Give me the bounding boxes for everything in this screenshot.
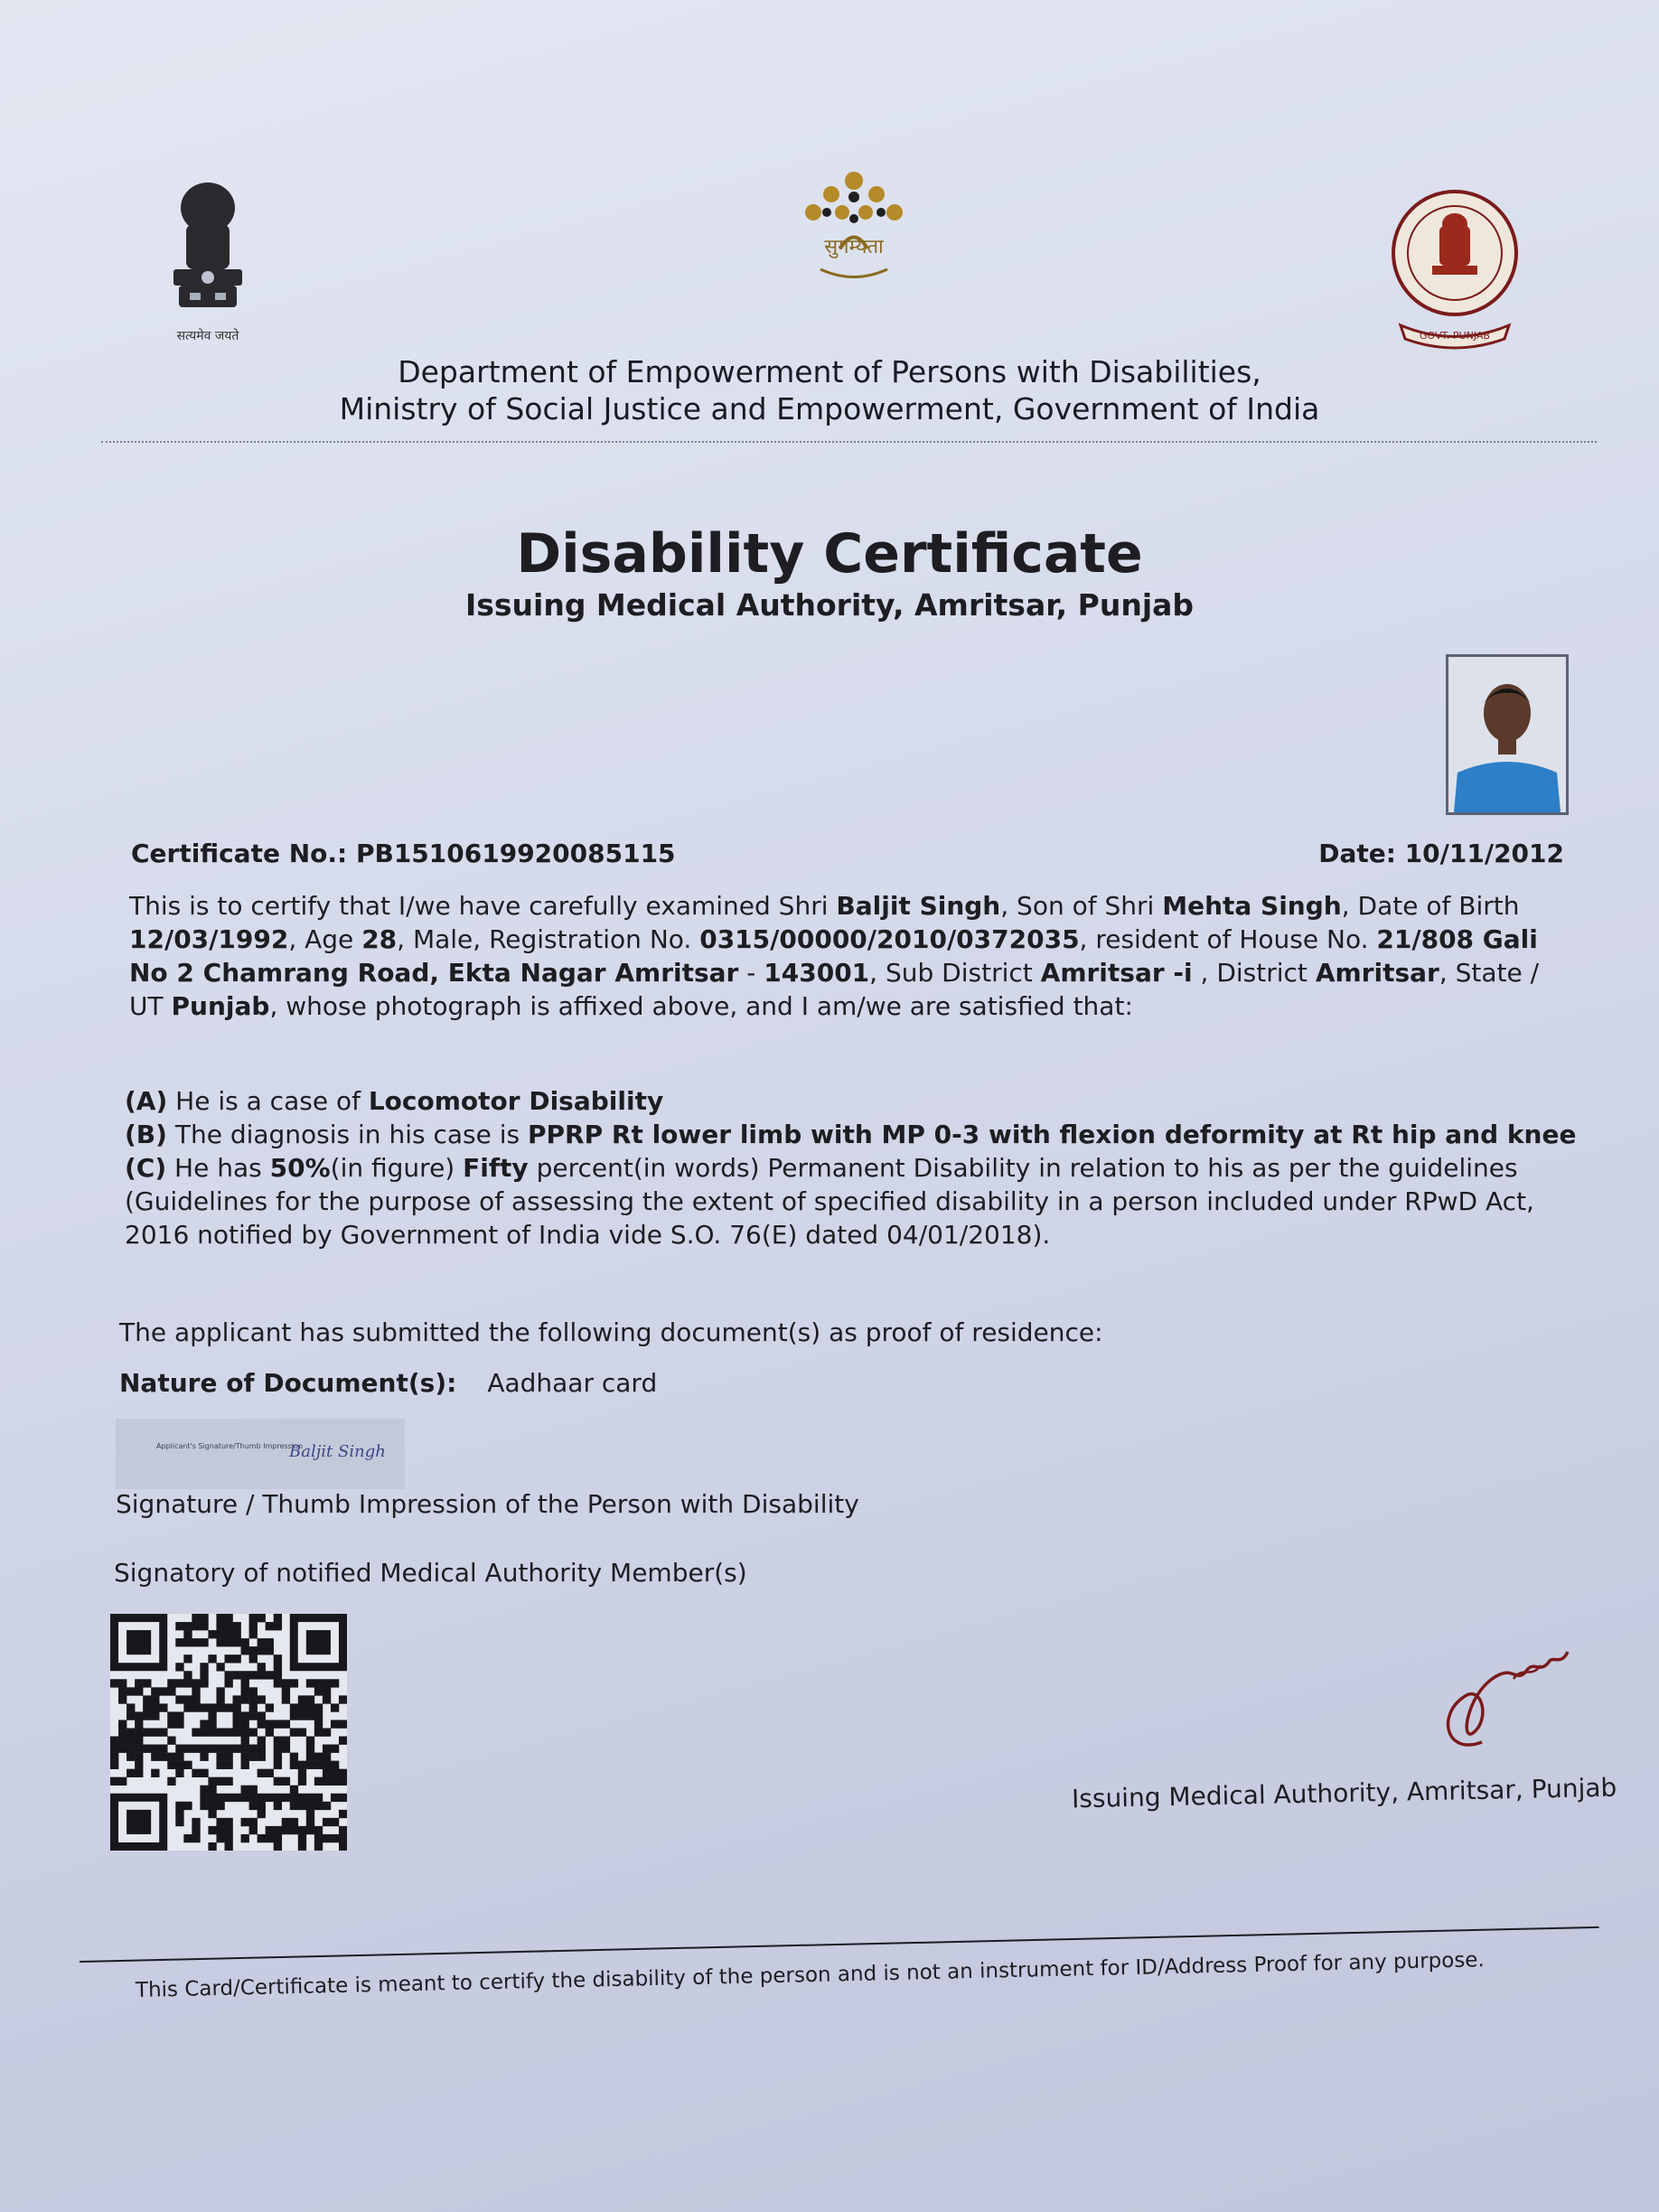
applicant-photo bbox=[1446, 654, 1569, 815]
diagnosis-value: PPRP Rt lower limb with MP 0-3 with flexion deformity at Rt hip and knee bbox=[528, 1120, 1577, 1149]
clause-a bbox=[125, 1084, 1589, 1118]
certificate-date bbox=[1318, 839, 1564, 868]
subdistrict-value: Amritsar -i bbox=[1040, 958, 1193, 988]
applicant-signature: Baljit Singh bbox=[289, 1442, 386, 1461]
clause-b-tag: (B) bbox=[125, 1120, 167, 1149]
dob-label: , Date of Birth bbox=[1341, 891, 1520, 921]
signature-caption: Signature / Thumb Impression of the Person with Disability bbox=[116, 1489, 859, 1519]
ministry-line: Ministry of Social Justice and Empowerment, Government of India bbox=[339, 391, 1320, 426]
clause-c-tag: (C) bbox=[125, 1153, 167, 1183]
authority-signature-icon bbox=[1428, 1634, 1572, 1760]
clause-a-text: He is a case of bbox=[167, 1086, 369, 1116]
certificate-date-label: Date: bbox=[1318, 839, 1396, 868]
punjab-emblem-caption: GOVT. PUNJAB bbox=[1420, 330, 1490, 342]
age-value: 28 bbox=[361, 924, 398, 954]
gender-registration-text: , Male, Registration No. bbox=[397, 924, 692, 954]
certificate-number bbox=[131, 839, 676, 868]
district-label: , District bbox=[1192, 958, 1308, 988]
clause-c-text: He has bbox=[166, 1153, 270, 1183]
department-line: Department of Empowerment of Persons with Disabilities, bbox=[398, 354, 1261, 389]
sugamya-hindi-text: सुगम्यता bbox=[824, 236, 884, 258]
proof-of-residence-line: The applicant has submitted the following document(s) as proof of residence: bbox=[119, 1317, 1103, 1347]
certification-paragraph bbox=[129, 889, 1577, 1023]
intro-text: This is to certify that I/we have carefully examined Shri bbox=[129, 891, 829, 921]
certificate-number-label: Certificate No.: bbox=[131, 839, 348, 868]
disability-type: Locomotor Disability bbox=[368, 1086, 664, 1116]
clause-b-text: The diagnosis in his case is bbox=[166, 1120, 529, 1149]
emblem-caption: सत्यमेव जयते bbox=[176, 329, 239, 343]
date-of-birth: 12/03/1992 bbox=[129, 924, 289, 954]
signatory-label: Signatory of notified Medical Authority Member(s) bbox=[114, 1558, 747, 1588]
sugamya-logo-icon bbox=[777, 163, 931, 298]
clause-b bbox=[125, 1118, 1589, 1151]
issuing-authority-label: Issuing Medical Authority, Amritsar, Punjab bbox=[1071, 1772, 1617, 1814]
certificate-number-value: PB1510619920085115 bbox=[355, 839, 676, 868]
outro-text: , whose photograph is affixed above, and I am/we are satisfied that: bbox=[269, 991, 1133, 1021]
disability-percent-words: Fifty bbox=[463, 1153, 529, 1183]
applicant-signature-box bbox=[116, 1419, 405, 1489]
clause-c bbox=[125, 1151, 1589, 1251]
person-name: Baljit Singh bbox=[836, 891, 1001, 921]
pin-code: 143001 bbox=[764, 958, 870, 988]
state-label: , State / UT bbox=[129, 958, 1540, 1021]
nature-of-document-value: Aadhaar card bbox=[487, 1368, 658, 1398]
address-dash: - bbox=[738, 958, 764, 988]
son-of-text: , Son of Shri bbox=[1000, 891, 1155, 921]
certificate-title: Disability Certificate bbox=[516, 522, 1143, 586]
clause-a-tag: (A) bbox=[125, 1086, 168, 1116]
state-value: Punjab bbox=[171, 991, 270, 1021]
punjab-emblem-icon bbox=[1387, 181, 1523, 352]
certificate-subtitle: Issuing Medical Authority, Amritsar, Punjab bbox=[464, 587, 1195, 623]
age-label: , Age bbox=[288, 924, 354, 954]
subdistrict-label: , Sub District bbox=[869, 958, 1033, 988]
disability-percent: 50% bbox=[269, 1153, 331, 1183]
qr-code-icon bbox=[110, 1614, 347, 1851]
nature-of-document bbox=[119, 1368, 657, 1398]
in-figure-text: (in figure) bbox=[330, 1153, 464, 1183]
resident-text: , resident of House No. bbox=[1079, 924, 1369, 954]
guidelines-text: percent(in words) Permanent Disability in relation to his as per the guidelines (Guidelines for the purpose of assessing the extent of specified disability in a person included under RPwD Act, 2016 notified by Government of India vide S.O. 76(E) dated 04/01/2018). bbox=[125, 1153, 1534, 1250]
disability-clauses bbox=[125, 1084, 1589, 1251]
district-value: Amritsar bbox=[1315, 958, 1439, 988]
registration-number: 0315/00000/2010/0372035 bbox=[699, 924, 1080, 954]
footer-disclaimer: This Card/Certificate is meant to certify the disability of the person and is not an instrument for ID/Address Proof for any purpose. bbox=[135, 1948, 1486, 2002]
father-name: Mehta Singh bbox=[1162, 891, 1342, 921]
header-divider bbox=[101, 441, 1597, 443]
national-emblem-icon bbox=[154, 172, 262, 343]
house-address: 21/808 Gali No 2 Chamrang Road, Ekta Nagar Amritsar bbox=[129, 924, 1538, 988]
certificate-date-value: 10/11/2012 bbox=[1404, 839, 1564, 868]
nature-of-document-label: Nature of Document(s): bbox=[119, 1368, 457, 1398]
applicant-signature-tiny-label: Applicant's Signature/Thumb Impression bbox=[156, 1442, 304, 1450]
